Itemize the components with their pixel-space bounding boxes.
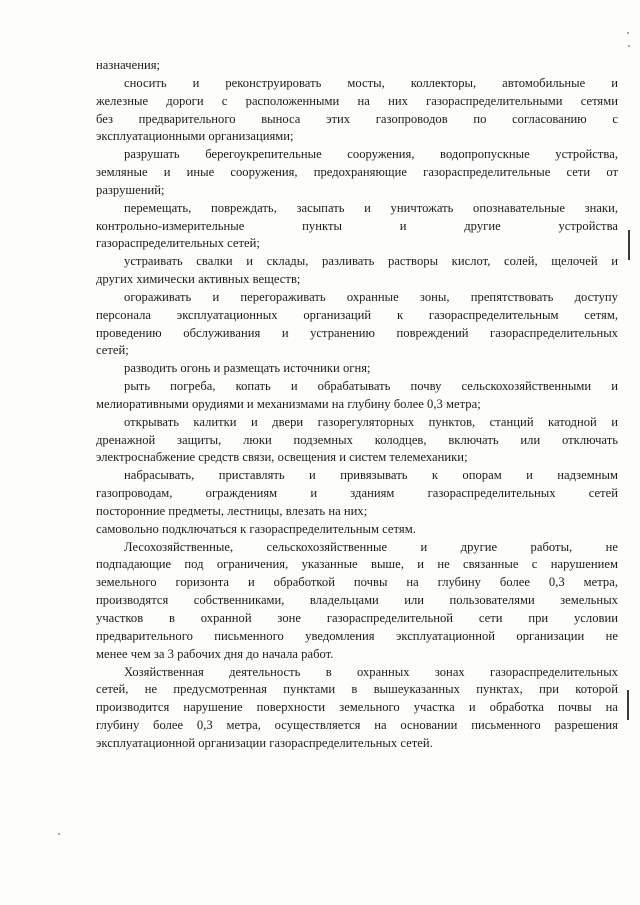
text-line: разрушений; bbox=[96, 183, 165, 197]
text-line: перемещать, повреждать, засыпать и уничтожать опознавательные знаки, bbox=[124, 201, 618, 215]
text-line: производится нарушение поверхности земельного участка и обработка почвы на bbox=[96, 700, 618, 714]
text-line: электроснабжение средств связи, освещения и систем телемеханики; bbox=[96, 450, 468, 464]
text-line: мелиоративными орудиями и механизмами на глубину более 0,3 метра; bbox=[96, 397, 481, 411]
text-line: контрольно-измерительные пункты и другие устройства bbox=[96, 219, 618, 233]
text-line: устраивать свалки и склады, разливать растворы кислот, солей, щелочей и bbox=[124, 254, 618, 268]
text-line: сетей; bbox=[96, 343, 129, 357]
text-line: участков в охранной зоне газораспределительной сети при условии bbox=[96, 611, 618, 625]
text-line: эксплуатационными организациями; bbox=[96, 129, 294, 143]
text-line: набрасывать, приставлять и привязывать к опорам и надземным bbox=[124, 468, 618, 482]
text-line: проведению обслуживания и устранению повреждений газораспределительных bbox=[96, 326, 618, 340]
text-line: глубину более 0,3 метра, осуществляется на основании письменного разрешения bbox=[96, 718, 618, 732]
text-line: эксплуатационной организации газораспределительных сетей. bbox=[96, 736, 433, 750]
text-line: земляные и иные сооружения, предохраняющие газораспределительные сети от bbox=[96, 165, 618, 179]
text-line: огораживать и перегораживать охранные зоны, препятствовать доступу bbox=[124, 290, 618, 304]
text-line: газопроводам, ограждениям и зданиям газораспределительных сетей bbox=[96, 486, 618, 500]
scan-artifact bbox=[628, 230, 630, 260]
text-line: персонала эксплуатационных организаций к газораспределительным сетям, bbox=[96, 308, 618, 322]
text-line: Хозяйственная деятельность в охранных зонах газораспределительных bbox=[124, 665, 618, 679]
scan-speck bbox=[58, 833, 60, 835]
text-line: рыть погреба, копать и обрабатывать почву сельскохозяйственными и bbox=[124, 379, 618, 393]
text-line: Лесохозяйственные, сельскохозяйственные и другие работы, не bbox=[124, 540, 618, 554]
text-line: предварительного письменного уведомления эксплуатационной организации не bbox=[96, 629, 618, 643]
text-line: других химически активных веществ; bbox=[96, 272, 301, 286]
text-line: самовольно подключаться к газораспределительным сетям. bbox=[96, 522, 416, 536]
text-line: сетей, не предусмотренная пунктами в вышеуказанных пунктах, при которой bbox=[96, 682, 618, 696]
scan-artifact bbox=[627, 690, 629, 720]
scan-speck bbox=[627, 32, 629, 34]
text-line: разводить огонь и размещать источники огня; bbox=[124, 361, 371, 375]
text-line: открывать калитки и двери газорегуляторных пунктов, станций катодной и bbox=[124, 415, 618, 429]
text-line: земельного горизонта и обработкой почвы на глубину более 0,3 метра, bbox=[96, 575, 618, 589]
text-line: без предварительного выноса этих газопроводов по согласованию с bbox=[96, 112, 618, 126]
text-line: газораспределительных сетей; bbox=[96, 236, 260, 250]
text-line: дренажной защиты, люки подземных колодцев, включать или отключать bbox=[96, 433, 618, 447]
text-line: железные дороги с расположенными на них газораспределительными сетями bbox=[96, 94, 618, 108]
text-line: менее чем за 3 рабочих дня до начала работ. bbox=[96, 647, 334, 661]
text-line: посторонние предметы, лестницы, влезать на них; bbox=[96, 504, 368, 518]
text-line: производятся собственниками, владельцами или пользователями земельных bbox=[96, 593, 618, 607]
text-line: разрушать берегоукрепительные сооружения, водопропускные устройства, bbox=[124, 147, 618, 161]
scan-speck bbox=[628, 45, 630, 47]
text-line: назначения; bbox=[96, 58, 161, 72]
text-line: сносить и реконструировать мосты, коллекторы, автомобильные и bbox=[124, 76, 618, 90]
text-line: подпадающие под ограничения, указанные выше, и не связанные с нарушением bbox=[96, 557, 618, 571]
